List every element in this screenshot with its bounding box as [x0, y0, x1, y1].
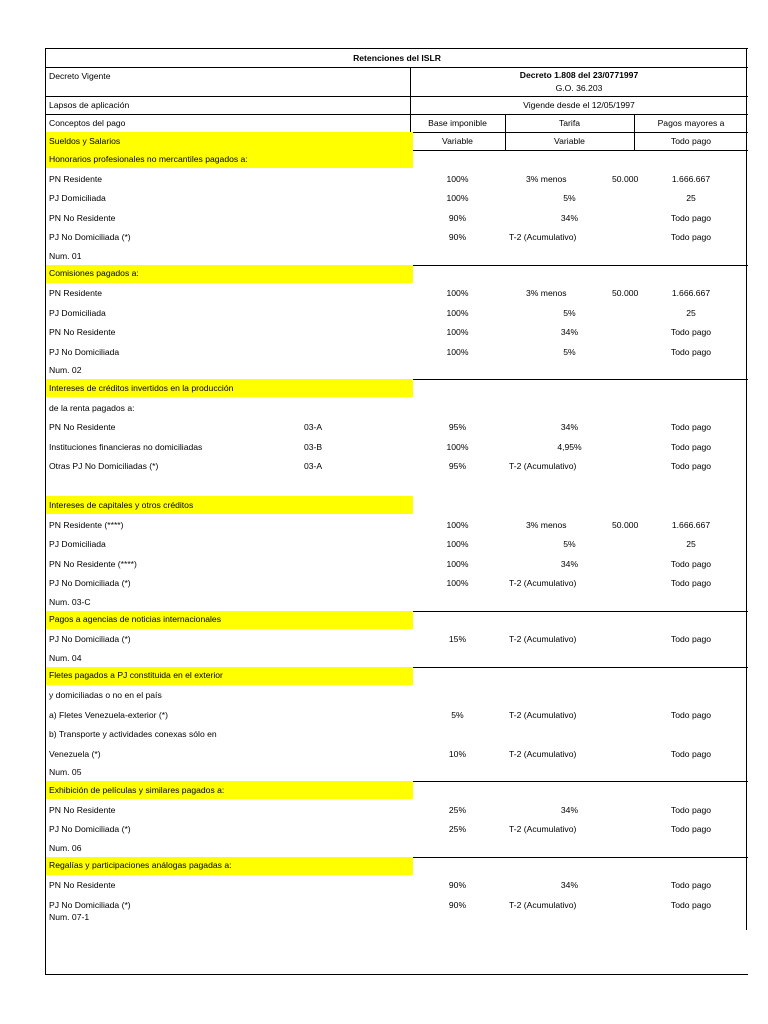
section-num-row	[46, 764, 748, 782]
pagos-cell: Todo pago	[670, 558, 712, 569]
decreto-row	[46, 67, 748, 97]
base-cell: 95%	[448, 422, 467, 433]
section-subtitle-row	[46, 399, 748, 419]
base-cell: 5%	[451, 709, 464, 720]
table-row	[46, 457, 748, 477]
pagos-cell: 25	[686, 193, 696, 204]
table-row	[46, 516, 748, 536]
section-num: Num. 06	[49, 842, 82, 853]
sueldos-base: Variable	[442, 135, 473, 146]
section-num-row	[46, 650, 748, 668]
table-row	[46, 304, 748, 324]
section-num: Num. 04	[49, 652, 82, 663]
sueldos-label: Sueldos y Salarios	[46, 132, 413, 150]
concept-cell: PJ No Domiciliada (*)	[49, 634, 131, 645]
tarifa-cell: 3% menos	[526, 519, 567, 530]
base-cell: 90%	[448, 212, 467, 223]
tarifa-cell: T-2 (Acumulativo)	[509, 899, 577, 910]
base-cell: 100%	[446, 346, 469, 357]
tarifa-cell: T-2 (Acumulativo)	[509, 461, 577, 472]
lapsos-row	[46, 96, 748, 115]
section-title: Pagos a agencias de noticias internacionales	[46, 611, 413, 629]
lapsos-value: Vigende desde el 12/05/1997	[523, 99, 635, 110]
concept-cell: PN No Residente	[49, 212, 116, 223]
pagos-cell: Todo pago	[670, 880, 712, 891]
retenciones-table	[45, 48, 748, 975]
base-cell: 100%	[446, 539, 469, 550]
row-label: de la renta pagados a:	[49, 402, 135, 413]
pagos-cell: Todo pago	[670, 804, 712, 815]
tarifa-header: Tarifa	[558, 117, 580, 128]
tarifa-cell: 34%	[560, 804, 579, 815]
tarifa-cell: 34%	[560, 558, 579, 569]
section-title: Exhibición de películas y similares pagados a:	[46, 781, 413, 799]
base-cell: 25%	[448, 804, 467, 815]
table-row	[46, 574, 748, 594]
base-cell: 100%	[446, 558, 469, 569]
concept-cell: PN Residente (****)	[49, 519, 124, 530]
tarifa-cell: 34%	[560, 327, 579, 338]
table-row	[46, 189, 748, 209]
tarifa-cell: 5%	[563, 346, 576, 357]
tarifa-cell: T-2 (Acumulativo)	[509, 748, 577, 759]
decreto-label: Decreto Vigente	[49, 70, 111, 81]
table-row	[46, 209, 748, 229]
base-cell: 100%	[446, 519, 469, 530]
tarifa-cell: T-2 (Acumulativo)	[509, 578, 577, 589]
table-title: Retenciones del ISLR	[353, 52, 441, 63]
tarifa-cell: 3% menos	[526, 173, 567, 184]
section-num: Num. 05	[49, 767, 82, 778]
table-row	[46, 801, 748, 821]
concept-cell: a) Fletes Venezuela-exterior (*)	[49, 709, 168, 720]
tarifa-cell: T-2 (Acumulativo)	[509, 709, 577, 720]
row-label: y domiciliadas o no en el país	[49, 690, 162, 701]
pagos-header: Pagos mayores a	[657, 117, 725, 128]
pagos-cell: 1.666.667	[671, 519, 711, 530]
table-row	[46, 535, 748, 555]
pagos-cell: Todo pago	[670, 824, 712, 835]
table-row	[46, 820, 748, 840]
section-title: Regalías y participaciones análogas pagadas a:	[46, 857, 413, 875]
conceptos-header: Conceptos del pago	[49, 117, 126, 128]
tarifa-cell: 34%	[560, 212, 579, 223]
base-cell: 100%	[446, 307, 469, 318]
section-title-row	[46, 150, 748, 168]
base-cell: 100%	[446, 193, 469, 204]
concept-cell: Venezuela (*)	[49, 748, 101, 759]
pagos-cell: Todo pago	[670, 748, 712, 759]
code-cell: 03-A	[304, 422, 323, 433]
tarifa-cell: 3% menos	[526, 288, 567, 299]
section-title-row	[46, 379, 748, 397]
pagos-cell: Todo pago	[670, 327, 712, 338]
pagos-cell: Todo pago	[670, 709, 712, 720]
concept-cell: PN No Residente	[49, 327, 116, 338]
pagos-cell: 25	[686, 539, 696, 550]
pagos-cell: Todo pago	[670, 634, 712, 645]
table-row	[46, 555, 748, 575]
pagos-cell: Todo pago	[670, 422, 712, 433]
row-label: b) Transporte y actividades conexas sólo en	[49, 729, 217, 740]
concept-cell: PJ No Domiciliada (*)	[49, 899, 131, 910]
table-row	[46, 343, 748, 363]
section-title-row	[46, 496, 748, 514]
section-title: Honorarios profesionales no mercantiles pagados a:	[46, 150, 413, 168]
section-num-row	[46, 840, 748, 858]
concept-cell: PJ Domiciliada	[49, 539, 106, 550]
tarifa-cell: T-2 (Acumulativo)	[509, 232, 577, 243]
base-cell: 100%	[446, 441, 469, 452]
table-row	[46, 170, 748, 190]
pagos-cell: Todo pago	[670, 578, 712, 589]
concept-cell: PN No Residente (****)	[49, 558, 137, 569]
section-title: Fletes pagados a PJ constituida en el exterior	[46, 667, 413, 685]
sueldos-row	[46, 132, 748, 151]
section-num: Num. 07-1	[49, 912, 90, 923]
section-title-row	[46, 667, 748, 685]
pagos-cell: Todo pago	[670, 212, 712, 223]
base-cell: 90%	[448, 880, 467, 891]
section-num: Num. 01	[49, 250, 82, 261]
tarifa-cell: 34%	[560, 422, 579, 433]
section-num-row	[46, 248, 748, 266]
concept-cell: PJ No Domiciliada (*)	[49, 824, 131, 835]
base-cell: 25%	[448, 824, 467, 835]
pagos-cell: 25	[686, 307, 696, 318]
pagos-cell: Todo pago	[670, 899, 712, 910]
decreto-value: Decreto 1.808 del 23/0771997	[519, 69, 639, 80]
concept-cell: PJ Domiciliada	[49, 307, 106, 318]
sueldos-tarifa: Variable	[554, 135, 585, 146]
pagos-cell: Todo pago	[670, 441, 712, 452]
pagos-cell: 1.666.667	[671, 173, 711, 184]
section-num: Num. 02	[49, 365, 82, 376]
section-title-row	[46, 265, 748, 283]
concept-cell: PN No Residente	[49, 422, 116, 433]
title-row	[46, 49, 748, 68]
concept-cell: PN No Residente	[49, 880, 116, 891]
section-num-row	[46, 909, 748, 926]
table-row	[46, 284, 748, 304]
table-row	[46, 725, 748, 745]
section-num: Num. 03-C	[49, 596, 91, 607]
table-row	[46, 745, 748, 765]
section-num-row	[46, 594, 748, 612]
code-cell: 03-B	[304, 441, 323, 452]
tarifa-cell: T-2 (Acumulativo)	[509, 634, 577, 645]
base-cell: 15%	[448, 634, 467, 645]
concept-cell: Otras PJ No Domiciliadas (*)	[49, 461, 159, 472]
sustraendo-cell: 50.000	[612, 173, 639, 184]
tarifa-cell: 4,95%	[557, 441, 582, 452]
gaceta-value: G.O. 36.203	[555, 82, 603, 93]
concept-cell: PN No Residente	[49, 804, 116, 815]
tarifa-cell: T-2 (Acumulativo)	[509, 824, 577, 835]
pagos-cell: Todo pago	[670, 461, 712, 472]
table-row	[46, 876, 748, 896]
table-row	[46, 228, 748, 248]
sustraendo-cell: 50.000	[612, 519, 639, 530]
concept-cell: PN Residente	[49, 173, 103, 184]
concept-cell: PJ No Domiciliada	[49, 346, 120, 357]
pagos-cell: Todo pago	[670, 346, 712, 357]
concept-cell: PN Residente	[49, 288, 103, 299]
table-row	[46, 630, 748, 650]
section-title: Intereses de créditos invertidos en la producción	[46, 379, 413, 397]
tarifa-cell: 34%	[560, 880, 579, 891]
base-cell: 100%	[446, 173, 469, 184]
lapsos-label: Lapsos de aplicación	[49, 99, 130, 110]
section-num-row	[46, 362, 748, 380]
base-cell: 100%	[446, 327, 469, 338]
sustraendo-cell: 50.000	[612, 288, 639, 299]
base-cell: 100%	[446, 578, 469, 589]
table-right-border	[746, 48, 747, 930]
concept-cell: PJ No Domiciliada (*)	[49, 578, 131, 589]
base-cell: 95%	[448, 461, 467, 472]
table-row	[46, 418, 748, 438]
table-row	[46, 323, 748, 343]
section-title: Intereses de capitales y otros créditos	[46, 496, 413, 514]
section-subtitle-row	[46, 686, 748, 706]
concept-cell: Instituciones financieras no domiciliadas	[49, 441, 203, 452]
base-cell: 90%	[448, 232, 467, 243]
base-cell: 10%	[448, 748, 467, 759]
column-header-row	[46, 114, 748, 133]
tarifa-cell: 5%	[563, 539, 576, 550]
code-cell: 03-A	[304, 461, 323, 472]
base-header: Base imponible	[428, 117, 487, 128]
tarifa-cell: 5%	[563, 193, 576, 204]
table-row	[46, 438, 748, 458]
concept-cell: PJ Domiciliada	[49, 193, 106, 204]
pagos-cell: Todo pago	[670, 232, 712, 243]
tarifa-cell: 5%	[563, 307, 576, 318]
pagos-cell: 1.666.667	[671, 288, 711, 299]
base-cell: 100%	[446, 288, 469, 299]
table-row	[46, 706, 748, 726]
concept-cell: PJ No Domiciliada (*)	[49, 232, 131, 243]
base-cell: 90%	[448, 899, 467, 910]
section-title: Comisiones pagados a:	[46, 265, 413, 283]
section-title-row	[46, 857, 748, 875]
section-title-row	[46, 781, 748, 799]
section-title-row	[46, 611, 748, 629]
sueldos-pagos: Todo pago	[670, 135, 712, 146]
